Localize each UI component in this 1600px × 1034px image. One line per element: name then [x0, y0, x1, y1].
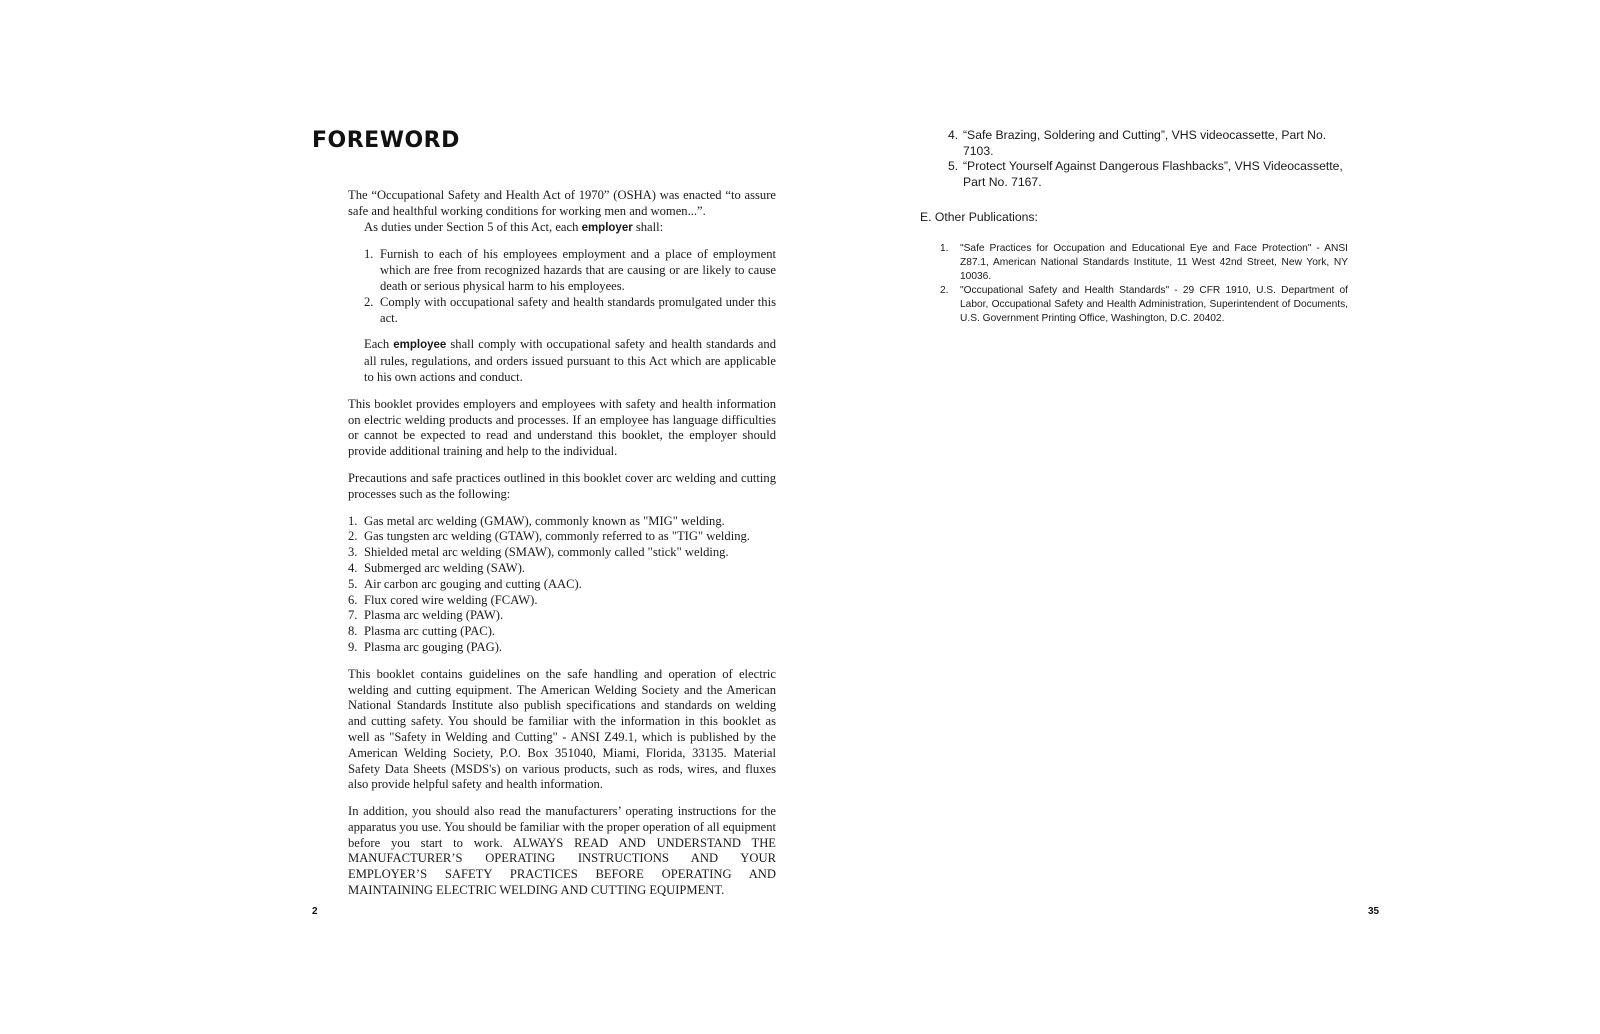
process-item [348, 608, 776, 624]
list-number: 1. [940, 243, 949, 254]
list-number: 2. [364, 294, 374, 309]
booklet-paragraph: This booklet provides employers and employees with safety and health information on electric welding products and processes. If an employee has language difficulties or cannot be expected to read and understand this booklet, the employer should provide additional training and help to the individual. [348, 396, 776, 459]
intro-text: The “Occupational Safety and Health Act of 1970” (OSHA) was enacted “to assure safe and healthful working conditions for working men and women...”. [348, 188, 776, 218]
list-text: Plasma arc cutting (PAC). [364, 624, 496, 639]
list-text: Plasma arc welding (PAW). [364, 608, 504, 623]
list-number: 1. [364, 247, 374, 262]
list-text: Flux cored wire welding (FCAW). [364, 592, 538, 607]
duties-bold: employer [581, 221, 633, 234]
duties-prefix: As duties under Section 5 of this Act, each [364, 219, 582, 234]
page-number-right: 35 [1368, 906, 1380, 917]
list-text: "Safe Practices for Occupation and Educational Eye and Face Protection" - ANSI Z87.1, American National Standards Institute, 11 West 42nd Street, New York, NY 10036. [960, 243, 1348, 282]
video-item [948, 159, 1348, 190]
publication-item [940, 242, 1348, 284]
process-item [348, 577, 776, 593]
list-text: Submerged arc welding (SAW). [364, 560, 526, 575]
list-text: Comply with occupational safety and health standards promulgated under this act. [380, 294, 776, 325]
list-text: Gas metal arc welding (GMAW), commonly known as "MIG" welding. [364, 513, 725, 528]
list-number: 1. [348, 513, 358, 528]
guidelines-paragraph: This booklet contains guidelines on the safe handling and operation of electric welding and cutting equipment. The American Welding Society and the American National Standards Institute also publish specifications and standards on welding and cutting safety. You should be familiar with the information in this booklet as well as "Safety in Welding and Cutting" - ANSI Z49.1, which is published by the American Welding Society, P.O. Box 351040, Miami, Florida, 33135. Material Safety Data Sheets (MSDS's) on various products, such as rods, wires, and fluxes also provide helpful safety and health information. [348, 666, 776, 792]
list-text: “Protect Yourself Against Dangerous Flashbacks”, VHS Videocassette, Part No. 7167. [963, 159, 1343, 189]
list-text: “Safe Brazing, Soldering and Cutting”, VHS videocassette, Part No. 7103. [963, 128, 1327, 158]
employee-bold: employee [393, 339, 447, 352]
list-number: 9. [348, 639, 358, 654]
list-text: Gas tungsten arc welding (GTAW), commonly referred to as "TIG" welding. [364, 529, 750, 544]
list-number: 6. [348, 592, 358, 607]
employer-duties-list [348, 247, 776, 326]
list-text: "Occupational Safety and Health Standards" - 29 CFR 1910, U.S. Department of Labor, Occupational Safety and Health Administration, Superintendent of Documents, U.S. Government Printing Office, Washington, D.C. 20402. [960, 285, 1348, 324]
section-e-heading: E. Other Publications: [920, 210, 1038, 224]
process-item [348, 561, 776, 577]
video-item [948, 128, 1348, 159]
video-list [948, 128, 1348, 190]
list-number: 4. [348, 560, 358, 575]
intro-paragraph [348, 188, 776, 236]
duty-item [364, 247, 776, 294]
process-list [348, 514, 776, 656]
precautions-paragraph: Precautions and safe practices outlined in this booklet cover arc welding and cutting processes such as the following: [348, 470, 776, 501]
list-number: 7. [348, 608, 358, 623]
process-item [348, 514, 776, 530]
employee-paragraph [348, 337, 776, 385]
process-item [348, 545, 776, 561]
addition-paragraph: In addition, you should also read the manufacturers’ operating instructions for the apparatus you use. You should be familiar with the proper operation of all equipment before you start to work. ALWAYS READ AND UNDERSTAND THE MANUFACTURER’S OPERATING INSTRUCTIONS AND YOUR EMPLOYER’S SAFETY PRACTICES BEFORE OPERATING AND MAINTAINING ELECTRIC WELDING AND CUTTING EQUIPMENT. [348, 804, 776, 898]
page-title: FOREWORD [312, 128, 460, 153]
list-number: 4. [948, 128, 959, 142]
duties-suffix: shall: [632, 219, 664, 234]
list-text: Shielded metal arc welding (SMAW), commonly called "stick" welding. [364, 545, 729, 560]
list-text: Air carbon arc gouging and cutting (AAC). [364, 576, 582, 591]
list-number: 8. [348, 624, 358, 639]
publications-block [940, 242, 1348, 326]
list-text: Furnish to each of his employees employment and a place of employment which are free from recognized hazards that are causing or are likely to cause death or serious physical harm to his employees. [380, 247, 776, 293]
publications-list [940, 242, 1348, 326]
list-number: 2. [348, 529, 358, 544]
process-item [348, 593, 776, 609]
page-number-left: 2 [312, 906, 318, 917]
process-item [348, 529, 776, 545]
process-item [348, 640, 776, 656]
employee-prefix: Each [364, 337, 394, 352]
video-list-block [948, 128, 1348, 190]
list-number: 3. [348, 545, 358, 560]
publication-item [940, 284, 1348, 326]
list-number: 2. [940, 285, 949, 296]
process-item [348, 624, 776, 640]
list-number: 5. [348, 576, 358, 591]
duty-item [364, 295, 776, 327]
list-text: Plasma arc gouging (PAG). [364, 639, 503, 654]
foreword-body [348, 188, 776, 910]
list-number: 5. [948, 159, 959, 174]
employee-suffix: shall comply with occupational safety and health standards and all rules, regulations, and orders issued pursuant to this Act which are applicable to his own actions and conduct. [364, 337, 776, 384]
